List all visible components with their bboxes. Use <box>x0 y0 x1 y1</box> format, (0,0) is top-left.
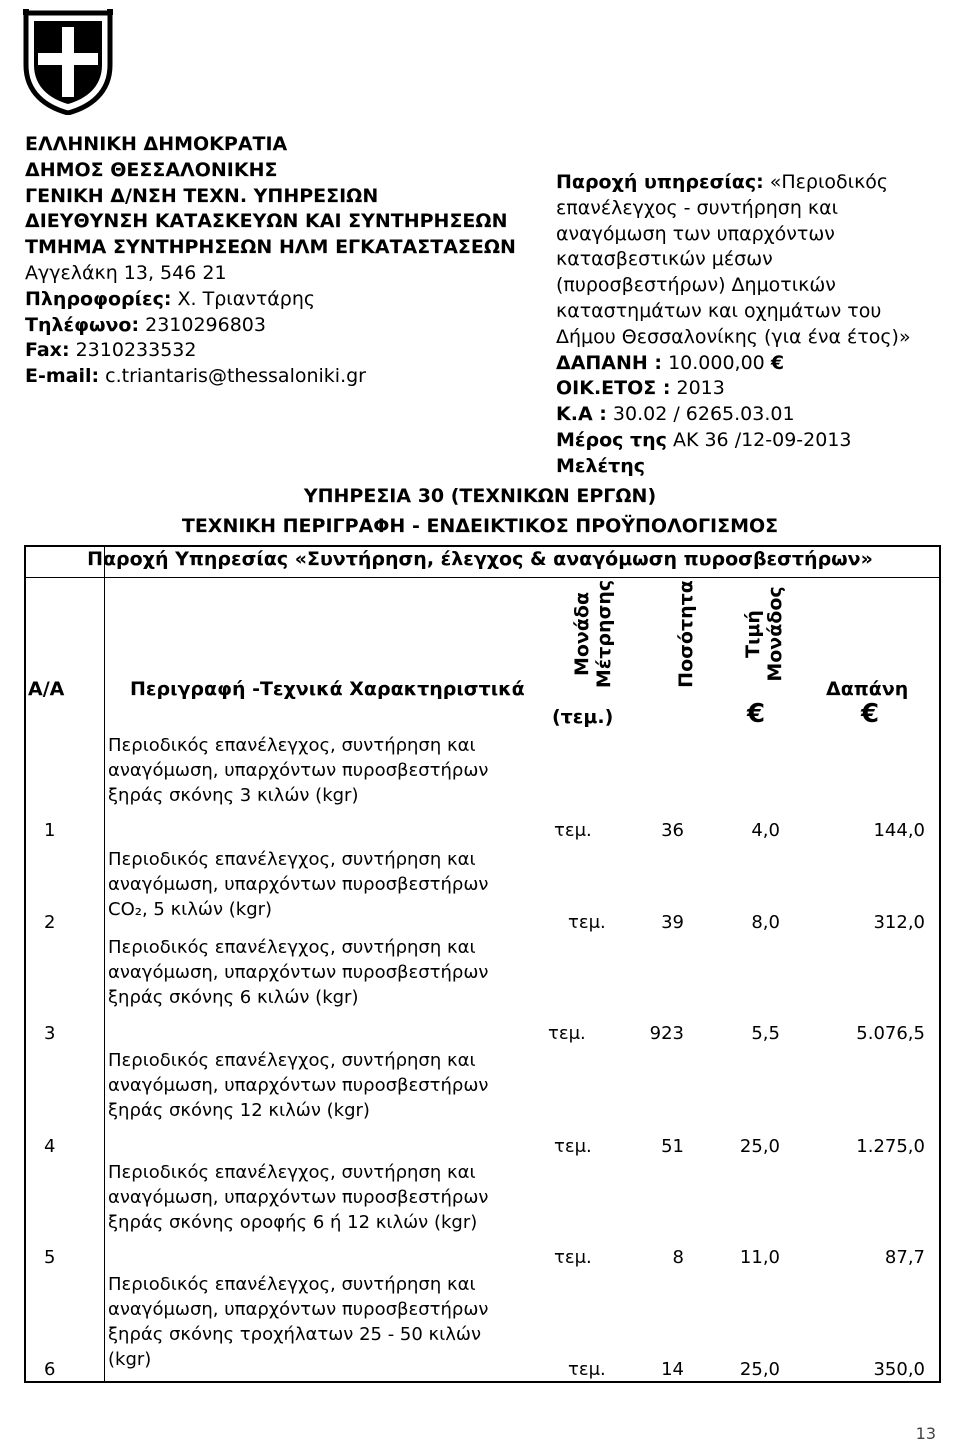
row-unit: τεμ. <box>548 1023 586 1044</box>
row-price: 4,0 <box>751 820 780 841</box>
row-desc-line-2: αναγόμωση, υπαρχόντων πυροσβεστήρων <box>108 760 489 781</box>
col-header-quantity <box>675 578 697 690</box>
service-label: Παροχή υπηρεσίας: <box>556 171 764 193</box>
col-header-price-line-1: Τιμή <box>742 610 764 658</box>
service-line-7: Δήμου Θεσσαλονίκης (για ένα έτος)» <box>556 325 911 348</box>
cost-label: ΔΑΠΑΝΗ : <box>556 351 663 374</box>
row-desc-line-4: (kgr) <box>108 1349 152 1370</box>
row-desc-line-1: Περιοδικός επανέλεγχος, συντήρηση και <box>108 1050 476 1071</box>
fax-label: Fax: <box>25 339 70 362</box>
col-divider <box>104 547 105 1381</box>
service-line-1: «Περιοδικός <box>763 171 889 193</box>
contact-email <box>25 364 516 390</box>
col-header-unit-line-2: Μέτρησης <box>593 579 615 689</box>
fax-value: 2310233532 <box>69 339 197 362</box>
part-value: ΑΚ 36 /12-09-2013 <box>666 428 852 451</box>
description-title: ΤΕΧΝΙΚΗ ΠΕΡΙΓΡΑΦΗ - ΕΝΔΕΙΚΤΙΚΟΣ ΠΡΟΫΠΟΛΟΓΙΣΜΟΣ <box>181 515 779 537</box>
year-value: 2013 <box>670 377 725 400</box>
col-header-unit-sub: (τεμ.) <box>552 706 614 728</box>
row-desc-line-3: ξηράς σκόνης 12 κιλών (kgr) <box>108 1100 370 1121</box>
row-desc-line-1: Περιοδικός επανέλεγχος, συντήρηση και <box>108 735 476 756</box>
row-price: 5,5 <box>751 1023 780 1044</box>
col-header-cost: Δαπάνη <box>826 678 909 700</box>
col-header-aa: Α/Α <box>28 678 65 700</box>
row-desc-line-2: αναγόμωση, υπαρχόντων πυροσβεστήρων <box>108 874 489 895</box>
contact-fax <box>25 338 516 364</box>
row-cost: 144,0 <box>873 820 925 841</box>
col-header-price-line-2: Μονάδος <box>764 586 786 682</box>
row-cost: 350,0 <box>873 1359 925 1380</box>
row-number: 6 <box>44 1359 56 1380</box>
cost-value: 10.000,00 <box>662 351 771 374</box>
row-desc-line-3: ξηράς σκόνης 6 κιλών (kgr) <box>108 987 359 1008</box>
service-line-6: καταστημάτων και οχημάτων του <box>556 299 882 322</box>
ka-value: 30.02 / 6265.03.01 <box>606 403 795 426</box>
service-dept-title: ΥΠΗΡΕΣΙΑ 30 (ΤΕΧΝΙΚΩΝ ΕΡΓΩΝ) <box>303 485 657 507</box>
row-desc-line-3: CO₂, 5 κιλών (kgr) <box>108 899 273 920</box>
contact-phone <box>25 313 516 339</box>
row-number: 4 <box>44 1136 56 1157</box>
row-cost: 5.076,5 <box>856 1023 925 1044</box>
subject-title: Παροχή Υπηρεσίας «Συντήρηση, έλεγχος & αναγόμωση πυροσβεστήρων» <box>87 548 873 570</box>
col-header-price <box>742 578 786 690</box>
row-desc-line-1: Περιοδικός επανέλεγχος, συντήρηση και <box>108 1162 476 1183</box>
row-desc-line-2: αναγόμωση, υπαρχόντων πυροσβεστήρων <box>108 962 489 983</box>
row-desc-line-3: ξηράς σκόνης τροχήλατων 25 - 50 κιλών <box>108 1324 482 1345</box>
row-desc-line-3: ξηράς σκόνης 3 κιλών (kgr) <box>108 785 359 806</box>
study-label: Μελέτης <box>556 454 645 477</box>
row-unit: τεμ. <box>554 1136 592 1157</box>
row-desc-line-1: Περιοδικός επανέλεγχος, συντήρηση και <box>108 849 476 870</box>
row-desc-line-2: αναγόμωση, υπαρχόντων πυροσβεστήρων <box>108 1299 489 1320</box>
email-label: E-mail: <box>25 365 100 388</box>
col-header-unit <box>571 578 615 690</box>
col-header-description: Περιγραφή -Τεχνικά Χαρακτηριστικά <box>130 678 525 700</box>
contact-info <box>25 287 516 313</box>
cost-euro-icon: € <box>861 699 880 729</box>
row-desc-line-2: αναγόμωση, υπαρχόντων πυροσβεστήρων <box>108 1075 489 1096</box>
row-quantity: 39 <box>661 912 684 933</box>
row-unit: τεμ. <box>554 820 592 841</box>
department: ΤΜΗΜΑ ΣΥΝΤΗΡΗΣΕΩΝ ΗΛΜ ΕΓΚΑΤΑΣΤΑΣΕΩΝ <box>25 236 516 259</box>
year-label: ΟΙΚ.ΕΤΟΣ : <box>556 377 671 400</box>
row-divider <box>24 577 941 578</box>
row-cost: 312,0 <box>873 912 925 933</box>
service-line-4: κατασβεστικών μέσων <box>556 248 773 271</box>
row-number: 5 <box>44 1247 56 1268</box>
ka-label: Κ.Α : <box>556 403 607 426</box>
service-line-5: (πυροσβεστήρων) Δημοτικών <box>556 274 836 297</box>
service-summary <box>556 170 911 480</box>
general-directorate: ΓΕΝΙΚΗ Δ/ΝΣΗ ΤΕΧΝ. ΥΠΗΡΕΣΙΩΝ <box>25 184 379 207</box>
country-name: ΕΛΛΗΝΙΚΗ ΔΗΜΟΚΡΑΤΙΑ <box>25 133 288 155</box>
info-value: Χ. Τριαντάρης <box>171 287 316 310</box>
row-unit: τεμ. <box>568 912 606 933</box>
row-number: 2 <box>44 912 56 933</box>
address: Αγγελάκη 13, 546 21 <box>25 261 227 284</box>
row-quantity: 14 <box>661 1359 684 1380</box>
issuer-header <box>25 132 516 390</box>
service-line-3: αναγόμωση των υπαρχόντων <box>556 222 835 245</box>
col-header-quantity-label: Ποσότητα <box>675 580 697 688</box>
row-price: 8,0 <box>751 912 780 933</box>
price-euro-icon: € <box>747 699 766 729</box>
email-value[interactable]: c.triantaris@thessaloniki.gr <box>99 365 366 388</box>
row-cost: 1.275,0 <box>856 1136 925 1157</box>
service-line-2: επανέλεγχος - συντήρηση και <box>556 196 839 219</box>
euro-icon: € <box>770 351 785 374</box>
row-desc-line-3: ξηράς σκόνης οροφής 6 ή 12 κιλών (kgr) <box>108 1212 478 1233</box>
directorate: ΔΙΕΥΘΥΝΣΗ ΚΑΤΑΣΚΕΥΩΝ ΚΑΙ ΣΥΝΤΗΡΗΣΕΩΝ <box>25 210 508 233</box>
row-quantity: 8 <box>672 1247 684 1268</box>
col-header-unit-line-1: Μονάδα <box>571 591 593 677</box>
row-number: 1 <box>44 820 56 841</box>
phone-label: Τηλέφωνο: <box>25 313 140 336</box>
page-number: 13 <box>915 1424 936 1443</box>
row-price: 25,0 <box>739 1359 780 1380</box>
info-label: Πληροφορίες: <box>25 287 172 310</box>
coat-of-arms-emblem <box>20 7 116 115</box>
row-number: 3 <box>44 1023 56 1044</box>
row-desc-line-1: Περιοδικός επανέλεγχος, συντήρηση και <box>108 1274 476 1295</box>
phone-value: 2310296803 <box>139 313 266 336</box>
row-desc-line-2: αναγόμωση, υπαρχόντων πυροσβεστήρων <box>108 1187 489 1208</box>
row-unit: τεμ. <box>568 1359 606 1380</box>
municipality-name: ΔΗΜΟΣ ΘΕΣΣΑΛΟΝΙΚΗΣ <box>25 158 278 181</box>
row-quantity: 51 <box>661 1136 684 1157</box>
row-unit: τεμ. <box>554 1247 592 1268</box>
row-price: 25,0 <box>739 1136 780 1157</box>
row-price: 11,0 <box>739 1247 780 1268</box>
row-cost: 87,7 <box>884 1247 925 1268</box>
part-label: Μέρος της <box>556 428 667 451</box>
row-quantity: 923 <box>649 1023 684 1044</box>
row-quantity: 36 <box>661 820 684 841</box>
row-desc-line-1: Περιοδικός επανέλεγχος, συντήρηση και <box>108 937 476 958</box>
